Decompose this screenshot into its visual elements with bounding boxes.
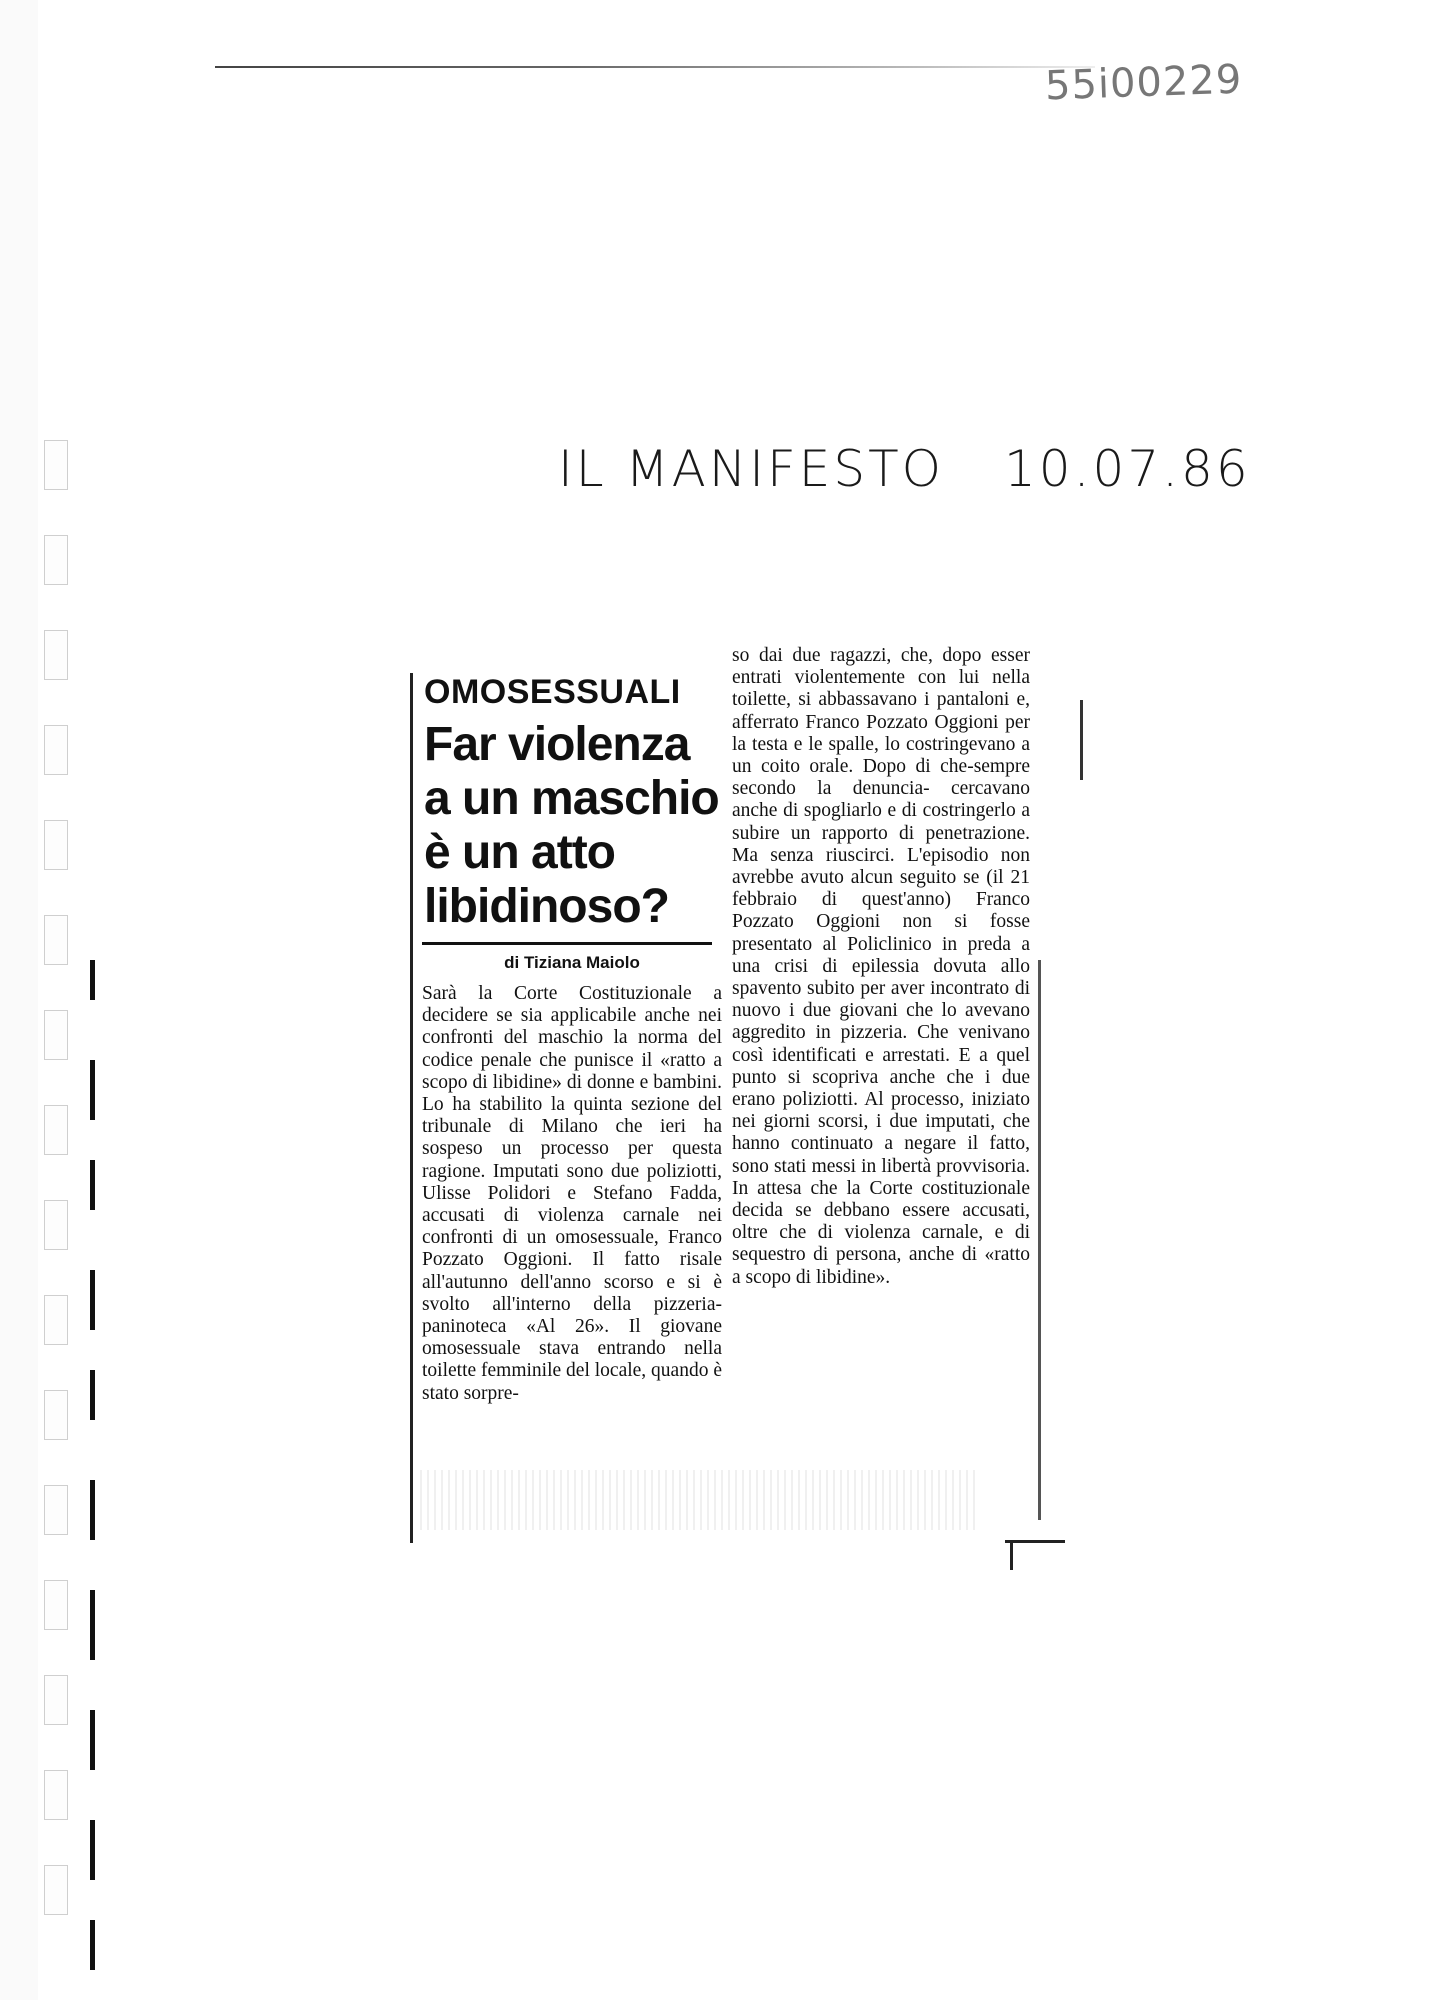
binder-holes (38, 440, 108, 1980)
binder-hole (44, 915, 68, 965)
article-column-right (732, 645, 1030, 1289)
binder-hole (44, 630, 68, 680)
binder-hole (44, 1485, 68, 1535)
binder-hole (44, 1865, 68, 1915)
article-headline: Far violenza a un maschio è un atto libidinoso? (424, 718, 719, 933)
binder-hole (44, 1200, 68, 1250)
scan-edge-mark (1080, 700, 1083, 780)
binder-hole (44, 725, 68, 775)
crop-mark (1005, 1540, 1065, 1543)
binder-hole (44, 1010, 68, 1060)
publication-date: 10.07.86 (1003, 440, 1251, 498)
binder-hole (44, 440, 68, 490)
article-column-left (422, 673, 722, 1405)
article-byline: di Tiziana Maiolo (504, 953, 640, 972)
binder-mark (90, 1370, 95, 1420)
scan-noise (420, 1470, 980, 1530)
archive-code: 55i00229 (1044, 56, 1244, 110)
binder-hole (44, 535, 68, 585)
scan-top-line (215, 66, 1095, 68)
column-rule (410, 673, 413, 1543)
binder-mark (90, 1590, 95, 1660)
binder-hole (44, 1770, 68, 1820)
article-body-left: Sarà la Corte Costituzionale a decidere se sia applicabile anche nei confronti del maschio la norma del codice penale che punisce il «ratto a scopo di libidine» di donne e bambini. Lo ha stabilito la quinta sezione del tribunale di Milano che ieri ha sospeso un processo per questa ragione. Imputati sono due poliziotti, Ulisse Polidori e Stefano Fadda, accusati di violenza carnale nei confronti di un omosessuale, Franco Pozzato Oggioni. Il fatto risale all'autunno dell'anno scorso e si è svolto all'interno della pizzeria-paninoteca «Al 26». Il giovane omosessuale stava entrando nella toilette femminile del locale, quando è stato sorpre- (422, 983, 722, 1404)
binder-mark (90, 1480, 95, 1540)
binder-hole (44, 820, 68, 870)
binder-mark (90, 1920, 95, 1970)
binder-hole (44, 1295, 68, 1345)
binder-hole (44, 1105, 68, 1155)
binder-hole (44, 1580, 68, 1630)
binder-mark (90, 1160, 95, 1210)
page-edge (0, 0, 38, 2000)
binder-mark (90, 1710, 95, 1770)
headline-rule (422, 942, 712, 945)
publication-name: IL MANIFESTO (558, 440, 944, 498)
binder-mark (90, 960, 95, 1000)
article-kicker: OMOSESSUALI (424, 673, 681, 711)
binder-mark (90, 1270, 95, 1330)
newspaper-clipping (410, 645, 1080, 1545)
binder-hole (44, 1390, 68, 1440)
binder-hole (44, 1675, 68, 1725)
crop-mark (1010, 1540, 1013, 1570)
binder-mark (90, 1060, 95, 1120)
source-annotation (558, 440, 1251, 498)
scan-edge-mark (1038, 960, 1041, 1520)
binder-mark (90, 1820, 95, 1880)
article-body-right: so dai due ragazzi, che, dopo esser entrati violentemente con lui nella toilette, si abbassavano i pantaloni e, afferrato Franco Pozzato Oggioni per la testa e le spalle, lo costringevano a un coito orale. Dopo di che-sempre secondo la denuncia- cercavano anche di spogliarlo e di costringerlo a subire un rapporto di penetrazione. Ma senza riuscirci. L'episodio non avrebbe avuto alcun seguito se (il 21 febbraio di quest'anno) Franco Pozzato Oggioni non si fosse presentato al Policlinico in preda a una crisi di epilessia dovuta allo spavento subito per aver incontrato di nuovo i due giovani che lo avevano aggredito in pizzeria. Che venivano così identificati e arrestati. E a quel punto si scopriva anche che i due erano poliziotti. Al processo, iniziato nei giorni scorsi, i due imputati, che hanno continuato a negare il fatto, sono stati messi in libertà provvisoria. In attesa che la Corte costituzionale decida se debbano essere accusati, oltre che di violenza carnale, e di sequestro di persona, anche di «ratto a scopo di libidine». (732, 645, 1030, 1288)
